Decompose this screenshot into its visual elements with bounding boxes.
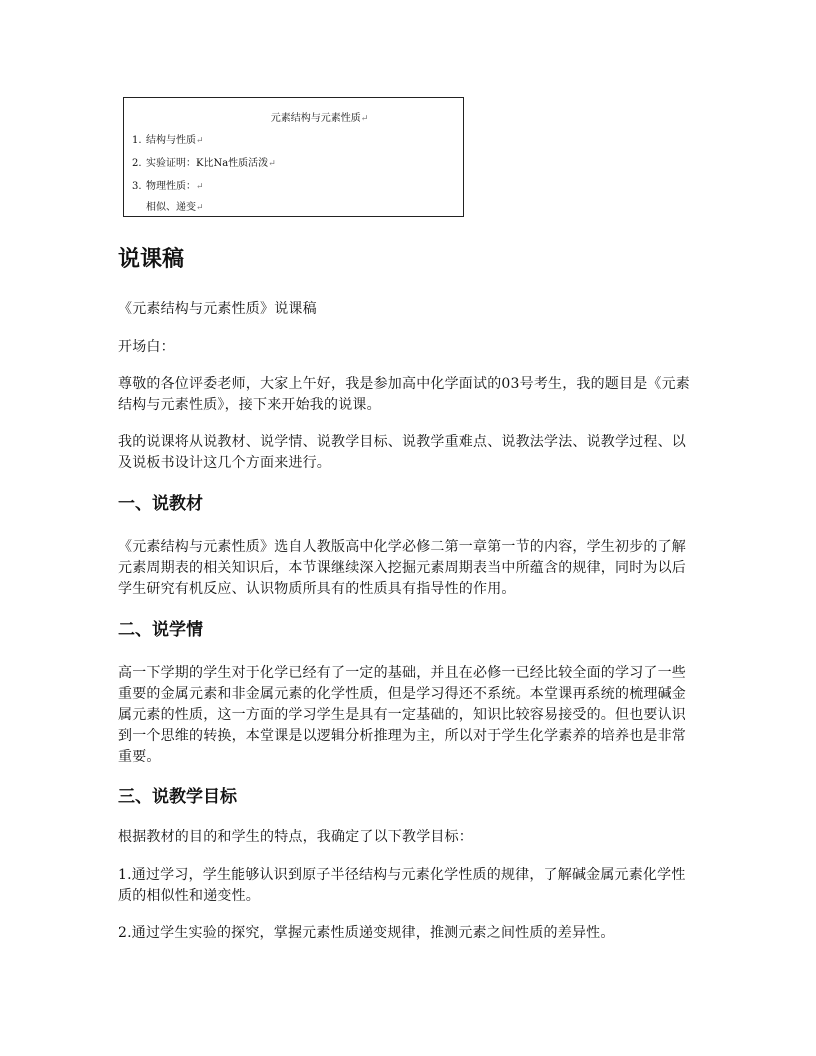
board-item: 1. 结构与性质↵	[132, 135, 204, 146]
board-item: 相似、递变↵	[146, 202, 204, 213]
greeting-paragraph: 尊敬的各位评委老师，大家上午好，我是参加高中化学面试的03号考生，我的题目是《元素结构与元素性质》，接下来开始我的说课。	[118, 376, 691, 413]
document-title: 说课稿	[118, 247, 185, 272]
blackboard-design-box	[123, 97, 464, 217]
board-item: 2. 实验证明：K比Na性质活泼↵	[132, 158, 276, 169]
goals-intro-paragraph: 根据教材的目的和学生的特点，我确定了以下教学目标：	[118, 829, 473, 845]
goal-item-2: 2.通过学生实验的探究，掌握元素性质递变规律，推测元素之间性质的差异性。	[118, 925, 615, 941]
section-heading-goals: 三、说教学目标	[118, 787, 237, 807]
outline-paragraph: 我的说课将从说教材、说学情、说教学目标、说教学重难点、说教法学法、说教学过程、以及说板书设计这几个方面来进行。	[118, 434, 686, 471]
students-paragraph: 高一下学期的学生对于化学已经有了一定的基础，并且在必修一已经比较全面的学习了一些重要的金属元素和非金属元素的化学性质，但是学习得还不系统。本堂课再系统的梳理碱金属元素的性质，这一方面的学习学生是具有一定基础的，知识比较容易接受的。但也要认识到一个思维的转换，本堂课是以逻辑分析推理为主，所以对于学生化学素养的培养也是非常重要。	[118, 665, 686, 765]
subtitle-paragraph: 《元素结构与元素性质》说课稿	[118, 301, 317, 317]
section-heading-students: 二、说学情	[118, 620, 203, 640]
board-title: 元素结构与元素性质↵	[270, 113, 369, 124]
textbook-paragraph: 《元素结构与元素性质》选自人教版高中化学必修二第一章第一节的内容，学生初步的了解元素周期表的相关知识后，本节课继续深入挖掘元素周期表当中所蕴含的规律，同时为以后学生研究有机反应、认识物质所具有的性质具有指导性的作用。	[118, 539, 686, 597]
section-heading-textbook: 一、说教材	[118, 494, 203, 514]
board-item: 3. 物理性质：↵	[132, 181, 204, 192]
opening-paragraph: 开场白：	[118, 339, 175, 355]
goal-item-1: 1.通过学习，学生能够认识到原子半径结构与元素化学性质的规律，了解碱金属元素化学性质的相似性和递变性。	[118, 867, 686, 904]
